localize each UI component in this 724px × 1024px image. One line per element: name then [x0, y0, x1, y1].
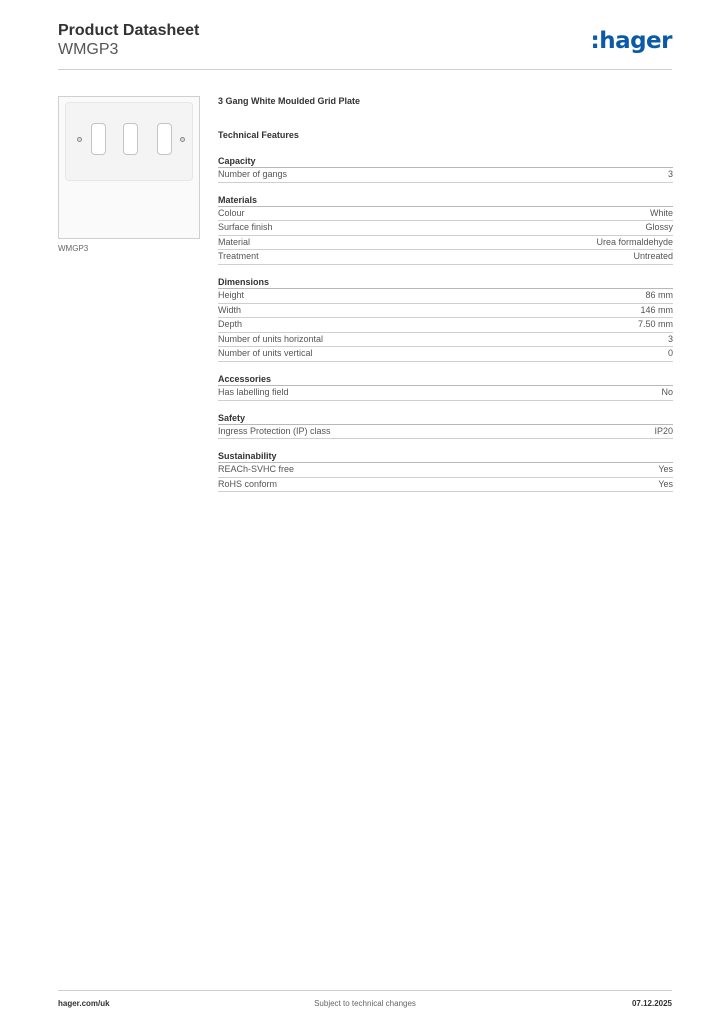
- spec-value: IP20: [654, 425, 673, 436]
- technical-features-heading: Technical Features: [218, 130, 299, 140]
- spec-row: [218, 386, 673, 401]
- spec-label: Has labelling field: [218, 386, 289, 397]
- footer-date: 07.12.2025: [631, 999, 672, 1008]
- spec-label: Number of units horizontal: [218, 333, 324, 344]
- spec-value: 86 mm: [645, 289, 673, 300]
- spec-value: No: [661, 386, 673, 397]
- spec-value: Glossy: [645, 222, 673, 233]
- spec-row: [218, 425, 673, 440]
- spec-row: [218, 347, 673, 362]
- spec-section: [218, 449, 673, 492]
- spec-label: RoHS conform: [218, 478, 278, 489]
- spec-section: [218, 411, 673, 440]
- spec-row: [218, 289, 673, 304]
- spec-section-title: Accessories: [218, 372, 673, 386]
- footer-website-link[interactable]: hager.com/uk: [58, 999, 110, 1008]
- spec-value: Urea formaldehyde: [596, 236, 673, 247]
- spec-row: [218, 207, 673, 222]
- grid-plate-illustration: [65, 102, 193, 181]
- product-name: 3 Gang White Moulded Grid Plate: [218, 96, 361, 106]
- spec-section-title: Dimensions: [218, 275, 673, 289]
- spec-row: [218, 318, 673, 333]
- spec-row: [218, 463, 673, 478]
- spec-section: [218, 154, 673, 183]
- spec-value: 3: [667, 169, 673, 179]
- spec-label: Width: [218, 304, 242, 315]
- spec-label: Ingress Protection (IP) class: [218, 425, 331, 436]
- spec-label: Number of gangs: [218, 169, 288, 179]
- spec-label: REACh-SVHC free: [218, 464, 295, 475]
- spec-label: Colour: [218, 207, 245, 218]
- gang-slot: [123, 123, 138, 155]
- page-footer: [58, 990, 672, 1012]
- spec-label: Height: [218, 289, 245, 300]
- spec-row: [218, 478, 673, 493]
- image-caption: WMGP3: [58, 244, 89, 253]
- screw-left-icon: [77, 137, 82, 142]
- spec-label: Depth: [218, 319, 243, 330]
- spec-row: [218, 236, 673, 251]
- spec-value: 146 mm: [640, 304, 673, 315]
- spec-section-title: Capacity: [218, 154, 673, 168]
- spec-value: Yes: [658, 464, 673, 475]
- spec-value: 7.50 mm: [637, 319, 673, 330]
- screw-right-icon: [180, 137, 185, 142]
- spec-table: [218, 154, 673, 502]
- product-image: [58, 96, 200, 239]
- spec-value: Yes: [658, 478, 673, 489]
- spec-label: Surface finish: [218, 222, 273, 233]
- spec-section-title: Sustainability: [218, 449, 673, 463]
- spec-section-title: Safety: [218, 411, 673, 425]
- gang-slot: [91, 123, 106, 155]
- spec-section: [218, 193, 673, 265]
- hager-logo: :hager: [590, 28, 672, 54]
- spec-row: [218, 333, 673, 348]
- spec-row: [218, 304, 673, 319]
- spec-row: [218, 221, 673, 236]
- spec-value: 0: [667, 348, 673, 359]
- spec-row: [218, 250, 673, 265]
- spec-section-title: Materials: [218, 193, 673, 207]
- document-title: Product Datasheet: [58, 22, 200, 39]
- gang-slot: [157, 123, 172, 155]
- spec-value: 3: [667, 333, 673, 344]
- spec-section: [218, 372, 673, 401]
- footer-notice: Subject to technical changes: [314, 999, 416, 1008]
- spec-label: Material: [218, 236, 251, 247]
- spec-value: White: [649, 207, 673, 218]
- product-code: WMGP3: [58, 41, 119, 58]
- spec-section: [218, 275, 673, 362]
- spec-row: [218, 168, 673, 183]
- spec-label: Number of units vertical: [218, 348, 313, 359]
- page-header: [58, 22, 672, 70]
- spec-label: Treatment: [218, 251, 259, 262]
- spec-value: Untreated: [633, 251, 673, 262]
